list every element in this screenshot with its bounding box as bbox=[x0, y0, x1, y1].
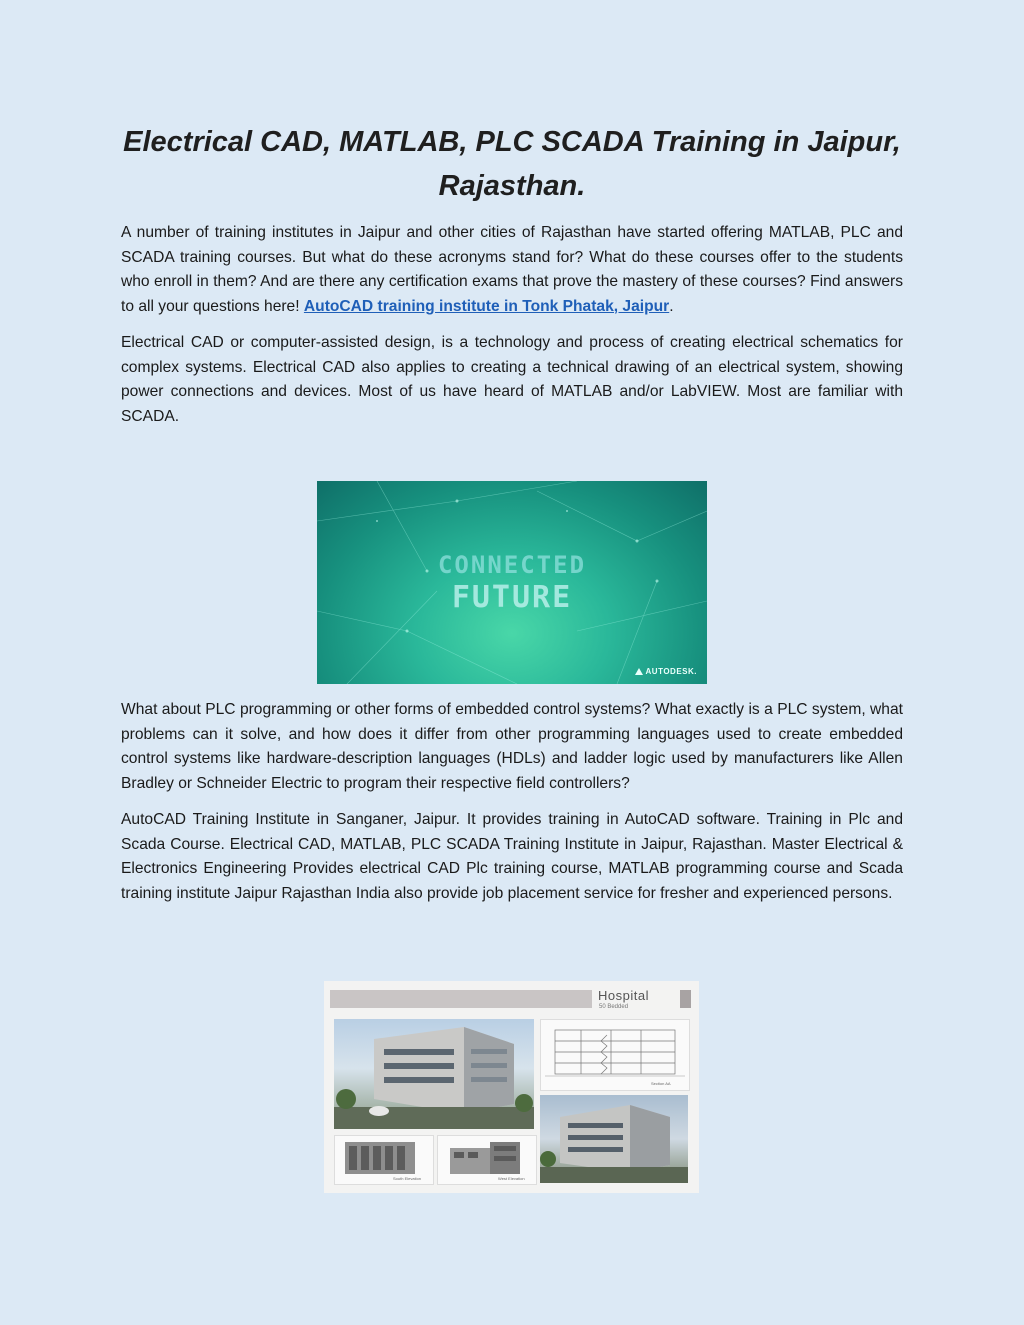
hospital-subtitle: 50 Bedded bbox=[599, 1004, 629, 1010]
connected-text: CONNECTED bbox=[437, 551, 587, 579]
south-elevation-caption: South Elevation bbox=[393, 1176, 422, 1181]
building-render-main bbox=[334, 1019, 534, 1129]
intro-tail: . bbox=[669, 297, 674, 315]
section-caption: Section AA bbox=[651, 1081, 671, 1086]
intro-paragraph bbox=[121, 221, 903, 319]
intro-text: A number of training institutes in Jaipur and other cities of Rajasthan have started offering MATLAB, PLC and SCADA training courses. But what do these acronyms stand for? What do these courses offer to the students who enroll in them? And are there any certification exams that prove the mastery of these courses? Find answers to all your questions here! bbox=[121, 224, 903, 315]
page-title: Electrical CAD, MATLAB, PLC SCADA Training in Jaipur, Rajasthan. bbox=[123, 126, 901, 202]
plc-programming-paragraph: What about PLC programming or other forms of embedded control systems? What exactly is a PLC system, what problems can it solve, and how does it differ from other programming languages used to create embedded control systems like hardware-description languages (HDLs) and ladder logic used by manufacturers like Allen Bradley or Schneider Electric to program their respective field controllers? bbox=[121, 701, 903, 792]
hospital-title: Hospital bbox=[598, 988, 649, 1003]
autodesk-icon bbox=[635, 668, 643, 675]
future-text: FUTURE bbox=[451, 580, 573, 615]
header-accent bbox=[680, 990, 691, 1008]
south-elevation-drawing bbox=[334, 1135, 434, 1185]
west-elevation-drawing bbox=[437, 1135, 537, 1185]
connected-future-image bbox=[317, 481, 707, 684]
section-drawing-graphic bbox=[541, 1020, 689, 1090]
electrical-cad-paragraph: Electrical CAD or computer-assisted design, is a technology and process of creating electrical schematics for complex systems. Electrical CAD also applies to creating a technical drawing of an electrical system, showing power connections and devices. Most of us have heard of MATLAB and/or LabVIEW. Most are familiar with SCADA. bbox=[121, 334, 903, 425]
west-elevation-caption: West Elevation bbox=[498, 1176, 525, 1181]
section-drawing bbox=[540, 1019, 690, 1091]
building-render-secondary bbox=[540, 1095, 688, 1183]
autodesk-logo-text: AUTODESK. bbox=[645, 667, 697, 676]
hospital-drawing-image bbox=[324, 981, 699, 1193]
autocad-institute-paragraph: AutoCAD Training Institute in Sanganer, Jaipur. It provides training in AutoCAD software. Training in Plc and Scada Course. Electrical CAD, MATLAB, PLC SCADA Training Institute in Jaipur, Rajasthan. Master Electrical & Electronics Engineering Provides electrical CAD Plc training course, MATLAB programming course and Scada training institute Jaipur Rajasthan India also provide job placement service for fresher and experienced persons. bbox=[121, 811, 903, 902]
building-render-graphic bbox=[334, 1019, 534, 1129]
autocad-institute-link[interactable]: AutoCAD training institute in Tonk Phatak, Jaipur bbox=[303, 297, 670, 315]
autodesk-logo bbox=[635, 667, 697, 676]
header-bar bbox=[330, 990, 592, 1008]
building-render-secondary-graphic bbox=[540, 1095, 688, 1183]
